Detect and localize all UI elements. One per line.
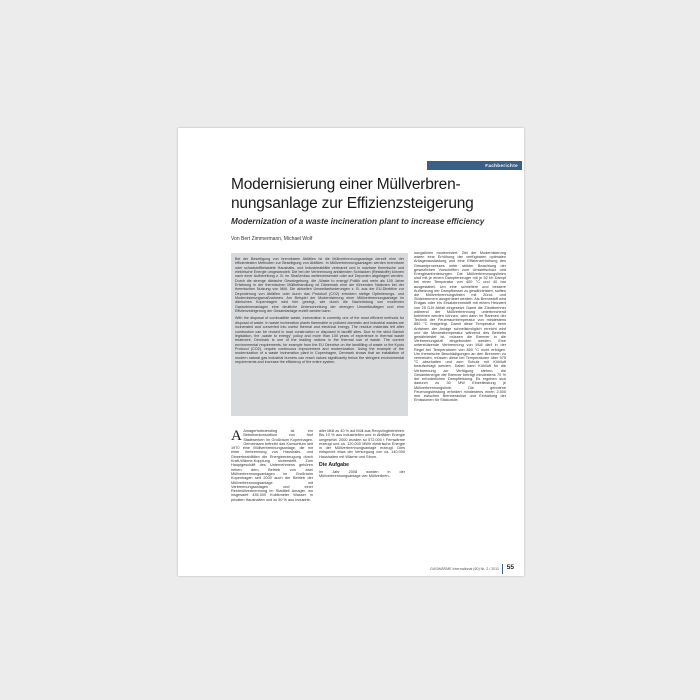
body-text-col1: [231, 429, 313, 502]
body-column-2: [319, 429, 405, 569]
abstract-german: Bei der Beseitigung von brennbaren Abfällen ist die Müllverbrennungsanlage derzeit eine der effizientesten Methoden zur Beseitigung von Abfällen. In Müllverbrennungsanlagen werden brennbare oder schadstoffbelastete Haushalts- und Industrieabfälle verbrannt und in nutzbare thermische und elektrische Energie umgewandelt. Die bei der Verbrennung anfallenden Schlacken (Reststoffe) können nach einer Aufbereitung z. B. im Straßenbau weiterverwendet oder auf Deponien abgelagert werden. Durch die strenge dänische Gesetzgebung, die „Waste to energy“-Politik und mehr als 100 Jahre Erfahrung in der thermischen Müllbehandlung ist Dänemark eine der führenden Nationen bei der thermischen Nutzung von Müll. Die aktuellen Umweltanforderungen z. B. aus der EU-Direktive zur Deponierung von Abfällen oder durch das Protokoll (CO2) erfordern stetige Optimierungs- und Modernisierungsmaßnahmen. Am Beispiel der Modernisierung einer Müllverbrennungsanlage im dänischen Kopenhagen wird hier gezeigt, wie durch die Nachrüstung von modernen Gasturbinenanlagen eine deutliche Unterschreitung der strengen Umweltauflagen und eine Effizienzsteigerung der Gesamtanlage erzielt werden kann.: [235, 257, 404, 314]
body-text-col2a: aller Müll zu 40 % auf Müll aus Recyclingbetrieben. Bis 10 % aus industriellen und in Abfällen Energie umgesetzt. 2000 wurden so 572.000 t Fernwärme erzeugt und ca. 120.000 MWh elektrische Energie in der Müllverbrennungsanlage erzeugt. Dies entspricht etwa der Versorgung von ca. 140.000 Haushalten mit Wärme und Strom.: [319, 429, 405, 459]
section-tag: Fachberichte: [427, 161, 522, 170]
drop-cap: A: [231, 429, 242, 444]
abstract-english: With the disposal of combustible waste, incineration is currently one of the most efficient methods for disposal of waste. In waste incineration plants flammable or polluted domestic and industrial wastes are incinerated and converted into useful thermal and electrical energy. The residue materials left after combustion can be reused in road construction or disposed in landfill sites. Due to the strict Danish legislation, the „waste to energy“ policy and more than 100 years of experience in thermal waste treatment, Denmark is one of the leading nations in the thermal use of waste. The current environmental requirements, for example from the EU Directive on the landfilling of waste or the Kyoto Protocol (CO2), require continuous improvement and modernization. Using the example of the modernization of a waste incineration plant in Copenhagen, Denmark shows that an installation of modern natural gas industrial burners can reach values significantly below the stringent environmental requirements and increase the efficiency of the entire system.: [235, 316, 404, 364]
abstract-box: [231, 253, 408, 416]
article-subtitle: Modernization of a waste incineration plant to increase efficiency: [231, 217, 485, 226]
body-text-col1-content: Amagerforbrænding ist ein Betreiberkonsortium von fünf Stadtwerken im Großraum Kopenhagen. Gemeinsam betreibt das Konsortium seit 1970 eine Müllverbrennungsanlage, die mit einer Verbrennung von Haushalts- und Gewerbeabfällen die Energieerzeugung durch Kraft-Wärme-Kopplung sicherstellt. Zum Hauptgeschäft des Unternehmens gehören neben dem Betrieb von zwei Müllverbrennungsanlagen im Großraum Kopenhagen seit 2000 auch der Betrieb der Müllverbrennungsanlage mit Verbrennungsanlagen und einer Restmüllverbrennung im Stadtteil Amager, wo insgesamt 435.000 Kubikmeter Wasser in privaten Haushalten und zu 50 % aus Industrie-: [231, 429, 313, 502]
article-title: Modernisierung einer Müllverbrennungsanlage zur Effizienzsteigerung: [231, 176, 474, 212]
journal-citation: GASWÄRME International (60) Nr. 2 / 2011: [430, 567, 499, 571]
body-text-col2b: Im Jahr 2008 wurden in der Müllverbrennungsanlage vier Müllverbren-: [319, 470, 405, 479]
journal-page: [178, 128, 524, 576]
footer-divider: [502, 564, 503, 574]
byline: Von Bert Zimmermann, Michael Wolf: [231, 236, 313, 242]
section-heading: Die Aufgabe: [319, 462, 350, 469]
body-text-right: nungslinien modernisiert. Ziel der Modernisierung waren eine Erhöhung der verfügbaren optimalen Anlagenauslastung und eine Effizienzerhöhung des Gesamtprozesses unter strikter Beachtung der gesetzlichen Vorschriften zum Umweltschutz und Energieanforderungen. Die Müllverbrennungslinien sind mit je einem Dampferzeuger mit je 52 t/h Dampf bei einer Temperatur von 400 °C und 40 bar ausgestattet. Um eine schnellere und bessere Aufheizung der Dampfkessel zu gewährleisten, sollten die Müllverbrennungslinien mit Zünd- und Stützbrennern ausgerüstet werden. Als Brennstoff wird Erdgas oder ein Ersatzbrennstoff mit einem Heizwert von 25 GJ/t Abfall eingesetzt. Damit die Zündbrenner während der Müllverbrennung unterbrechend betrieben werden können, wird dann im Rahmen der Technik der Feuerraumtemperatur von mindestens 850 °C festgelegt. Damit diese Temperatur beim Anfahren der Anlage schnellstmöglich erreicht wird und die Mindesttemperatur während des Betriebs gewährleistet ist, müssen die Brenner in die Verbrennungsluft eingebunden werden. Eine unterstützende Verbrennung von Müll darf in der Regel bei Temperaturen von 850 °C nicht erfolgen. Um thermische Beschädigungen an den Brennern zu vermeiden, müssen diese bei Temperaturen über 975 °C abschalten und zum Schutz mit Kühlluft beaufschlagt werden. Dabei kann Kühlluft für die Verbrennung zur Verfügung stehen, die Gesamtenergie der Brenner beträgt mindestens 70 % der erforderlichen Dampfleistung. Es ergeben sich dadurch zu 30 MW Einzelleistung je Müllverbrennungslinie. Die gebotene Feuerungsleistung erfordert mindestens einen 2.500 mm zwischen Brennerachse und Einhaltung der Emissionen für Stickoxide.: [414, 251, 506, 403]
page-footer: [382, 564, 514, 574]
body-column-right: [414, 251, 506, 561]
page-number: 55: [506, 564, 514, 571]
body-column-1: [231, 429, 313, 569]
